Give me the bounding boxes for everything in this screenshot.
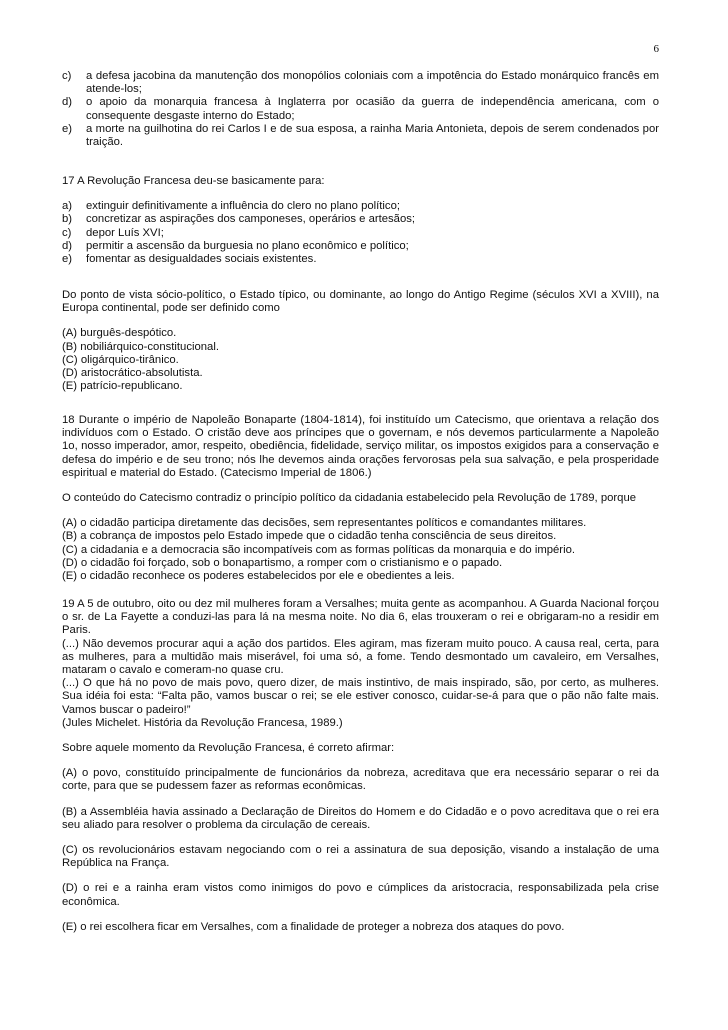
option-label: c) (62, 70, 72, 82)
option-label: c) (62, 226, 72, 239)
option-a: (A) o povo, constituído principalmente de funcionários da nobreza, acreditava que era necessário separar o rei da corte, para que se pudessem fazer as reformas econômicas. (62, 767, 659, 793)
option-e: (E) o cidadão reconhece os poderes estabelecidos por ele e obedientes a leis. (62, 570, 455, 583)
option-label: a) (62, 200, 73, 213)
option-text: extinguir definitivamente a influência do clero no plano político; (86, 200, 400, 213)
option-text: a defesa jacobina da manutenção dos monopólios coloniais com a impotência do Estado monárquico francês em atende-los; (86, 70, 659, 96)
option-d: (D) o cidadão foi forçado, sob o bonapartismo, a romper com o cristianismo e o papado. (62, 556, 503, 569)
option-c (62, 70, 659, 96)
option-label: e) (62, 253, 73, 266)
option-text: depor Luís XVI; (86, 226, 164, 239)
question-stem: Do ponto de vista sócio-político, o Estado típico, ou dominante, ao longo do Antigo Regime (séculos XVI a XVIII), na Europa continental, pode ser definido como (62, 289, 659, 315)
option-e: (E) o rei escolhera ficar em Versalhes, com a finalidade de proteger a nobreza dos ataques do povo. (62, 920, 565, 933)
option-text: concretizar as aspirações dos camponeses, operários e artesãos; (86, 213, 416, 226)
question-stem: Sobre aquele momento da Revolução Francesa, é correto afirmar: (62, 742, 395, 755)
option-c: (C) a cidadania e a democracia são incompatíveis com as formas políticas da monarquia e do império. (62, 543, 575, 556)
option-c: (C) oligárquico-tirânico. (62, 353, 179, 366)
option-b: (B) a cobrança de impostos pelo Estado impede que o cidadão tenha consciência de seus direitos. (62, 530, 557, 543)
option-d (62, 240, 659, 253)
option-c (62, 227, 659, 240)
option-text: a morte na guilhotina do rei Carlos I e de sua esposa, a rainha Maria Antonieta, depois de serem condenados por traição. (86, 122, 659, 149)
option-text: fomentar as desigualdades sociais existentes. (86, 253, 317, 266)
option-label: e) (62, 122, 73, 135)
page-number: 6 (653, 43, 659, 55)
option-text: o apoio da monarquia francesa à Inglaterra por ocasião da guerra de independência americana, com o consequente desgaste interno do Estado; (86, 96, 659, 122)
option-label: d) (62, 96, 73, 109)
option-d: (D) o rei e a rainha eram vistos como inimigos do povo e cúmplices da aristocracia, responsabilizada pela crise econômica. (62, 882, 659, 908)
option-d (62, 96, 659, 122)
option-e (62, 123, 659, 149)
option-b (62, 213, 659, 226)
continued-options (62, 70, 659, 149)
option-b: (B) nobiliárquico-constitucional. (62, 340, 219, 353)
option-d: (D) aristocrático-absolutista. (62, 367, 203, 380)
option-label: d) (62, 239, 73, 252)
option-a: (A) burguês-despótico. (62, 327, 177, 340)
question-17 (62, 175, 659, 266)
option-a: (A) o cidadão participa diretamente das decisões, sem representantes políticos e comandantes militares. (62, 517, 587, 530)
question-18 (62, 414, 659, 583)
question-text: (...) Não devemos procurar aqui a ação dos partidos. Eles agiram, mas fizeram muito pouco. A causa real, certa, para as mulheres, para a multidão mais miserável, foi uma só, a fome. Tendo desmontado um cavaleiro, em Versalhes, mataram o cavalo e comeram-no quase cru. (62, 637, 659, 677)
option-text: permitir a ascensão da burguesia no plano econômico e político; (86, 239, 409, 252)
question-text: (...) O que há no povo de mais povo, quero dizer, de mais instintivo, de mais inspirado, são, por certo, as mulheres. Sua idéia foi esta: “Falta pão, vamos buscar o rei; se ele estiver conosco, cuidar-se-á para que o pão não falte mais. Vamos buscar o padeiro!” (62, 677, 659, 716)
option-c: (C) os revolucionários estavam negociando com o rei a assinatura de sua deposição, visando a instalação de uma República na França. (62, 844, 659, 870)
option-label: b) (62, 213, 73, 226)
option-e (62, 253, 659, 266)
question-stem: O conteúdo do Catecismo contradiz o princípio político da cidadania estabelecido pela Revolução de 1789, porque (62, 492, 637, 505)
question-stem: 17 A Revolução Francesa deu-se basicamente para: (62, 175, 325, 187)
question-text: 19 A 5 de outubro, oito ou dez mil mulheres foram a Versalhes; muita gente as acompanhou. A Guarda Nacional forçou o sr. de La Fayette a conduzi-las para lá na mesma noite. No dia 6, elas trouxeram o rei e obrigaram-no a residir em Paris. (62, 598, 659, 637)
source-citation: (Jules Michelet. História da Revolução Francesa, 1989.) (62, 716, 343, 729)
option-b: (B) a Assembléia havia assinado a Declaração de Direitos do Homem e do Cidadão e o povo acreditava que o rei era seu aliado para resolver o problema da circulação de cereais. (62, 805, 659, 831)
question-text: 18 Durante o império de Napoleão Bonaparte (1804-1814), foi instituído um Catecismo, que orientava a relação dos indivíduos com o Estado. O cristão deve aos príncipes que o governam, e nós devemos particularmente a Napoleão 1o, nosso imperador, amor, respeito, obediência, fidelidade, serviço militar, os impostos exigidos para a conservação e defesa do império e de seu trono; nós lhe devemos ainda orações fervorosas pela sua salvação, e pela prosperidade espiritual e material do Estado. (Catecismo Imperial de 1806.) (62, 414, 659, 479)
option-a (62, 200, 659, 213)
question-19 (62, 598, 659, 934)
option-e: (E) patrício-republicano. (62, 380, 183, 393)
question-antigo-regime (62, 289, 659, 393)
